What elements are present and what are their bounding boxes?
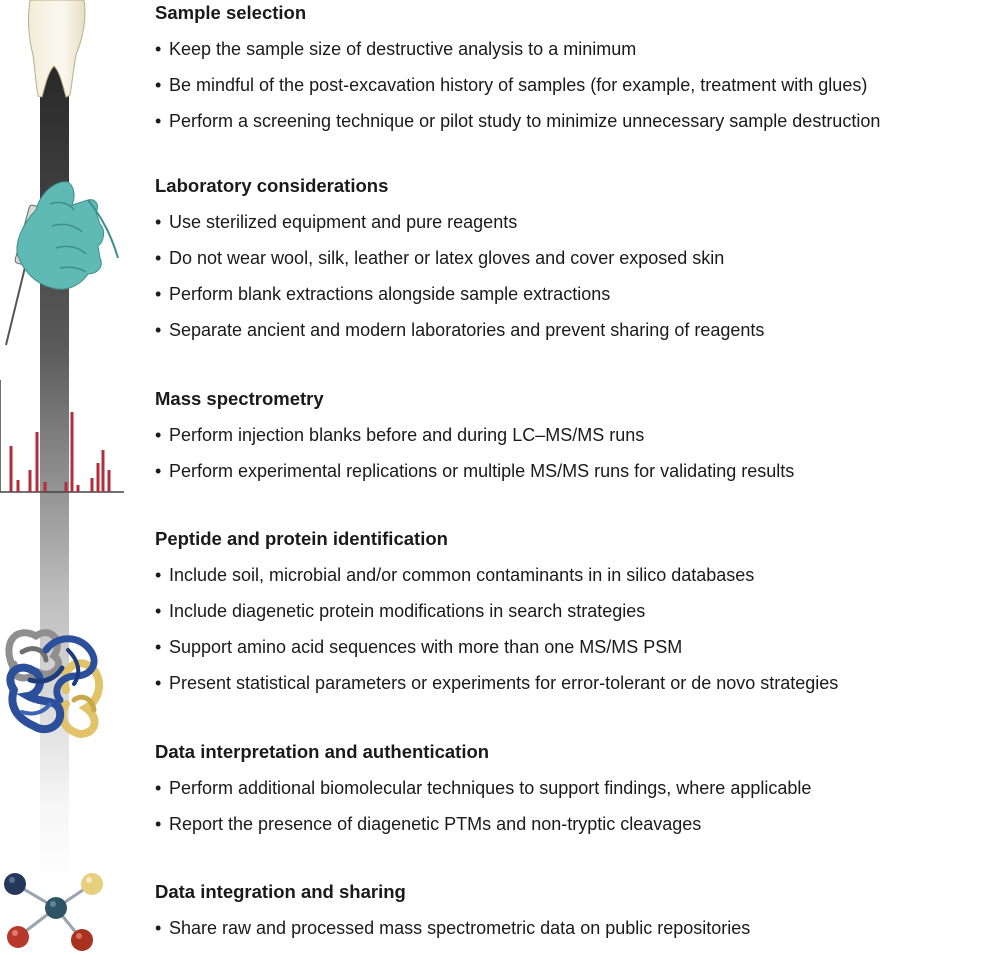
section-title: Peptide and protein identification <box>155 528 448 549</box>
section-laboratory-considerations <box>155 174 1000 342</box>
section-title: Mass spectrometry <box>155 388 324 409</box>
list-item: • Perform a screening technique or pilot study to minimize unnecessary sample destruction <box>155 109 1000 133</box>
section-title: Sample selection <box>155 2 307 23</box>
section-title: Laboratory considerations <box>155 175 389 196</box>
section-data-integration <box>155 880 1000 940</box>
list-item: • Perform additional biomolecular techniques to support findings, where applicable <box>155 776 1000 800</box>
section-sample-selection <box>155 1 1000 133</box>
bullet-list <box>155 210 1000 342</box>
list-item: • Support amino acid sequences with more than one MS/MS PSM <box>155 635 1000 659</box>
list-item: • Be mindful of the post-excavation history of samples (for example, treatment with glues) <box>155 73 1000 97</box>
list-item: • Present statistical parameters or experiments for error-tolerant or de novo strategies <box>155 671 1000 695</box>
bullet-list <box>155 423 1000 483</box>
list-item: • Perform injection blanks before and during LC–MS/MS runs <box>155 423 1000 447</box>
section-mass-spectrometry <box>155 387 1000 483</box>
workflow-gradient-bar <box>40 55 69 885</box>
list-item: • Include diagenetic protein modifications in search strategies <box>155 599 1000 623</box>
workflow-illustration <box>0 0 135 955</box>
list-item: • Report the presence of diagenetic PTMs and non-tryptic cleavages <box>155 812 1000 836</box>
bullet-list <box>155 563 1000 695</box>
bullet-list <box>155 916 1000 940</box>
bullet-list <box>155 776 1000 836</box>
list-item: • Keep the sample size of destructive analysis to a minimum <box>155 37 1000 61</box>
section-data-interpretation <box>155 740 1000 836</box>
list-item: • Share raw and processed mass spectrometric data on public repositories <box>155 916 1000 940</box>
section-title: Data interpretation and authentication <box>155 741 490 762</box>
list-item: • Perform blank extractions alongside sample extractions <box>155 282 1000 306</box>
section-peptide-protein-identification <box>155 527 1000 695</box>
list-item: • Do not wear wool, silk, leather or latex gloves and cover exposed skin <box>155 246 1000 270</box>
list-item: • Use sterilized equipment and pure reagents <box>155 210 1000 234</box>
section-title: Data integration and sharing <box>155 881 406 902</box>
list-item: • Perform experimental replications or multiple MS/MS runs for validating results <box>155 459 1000 483</box>
list-item: • Include soil, microbial and/or common contaminants in in silico databases <box>155 563 1000 587</box>
list-item: • Separate ancient and modern laboratories and prevent sharing of reagents <box>155 318 1000 342</box>
bullet-list <box>155 37 1000 133</box>
